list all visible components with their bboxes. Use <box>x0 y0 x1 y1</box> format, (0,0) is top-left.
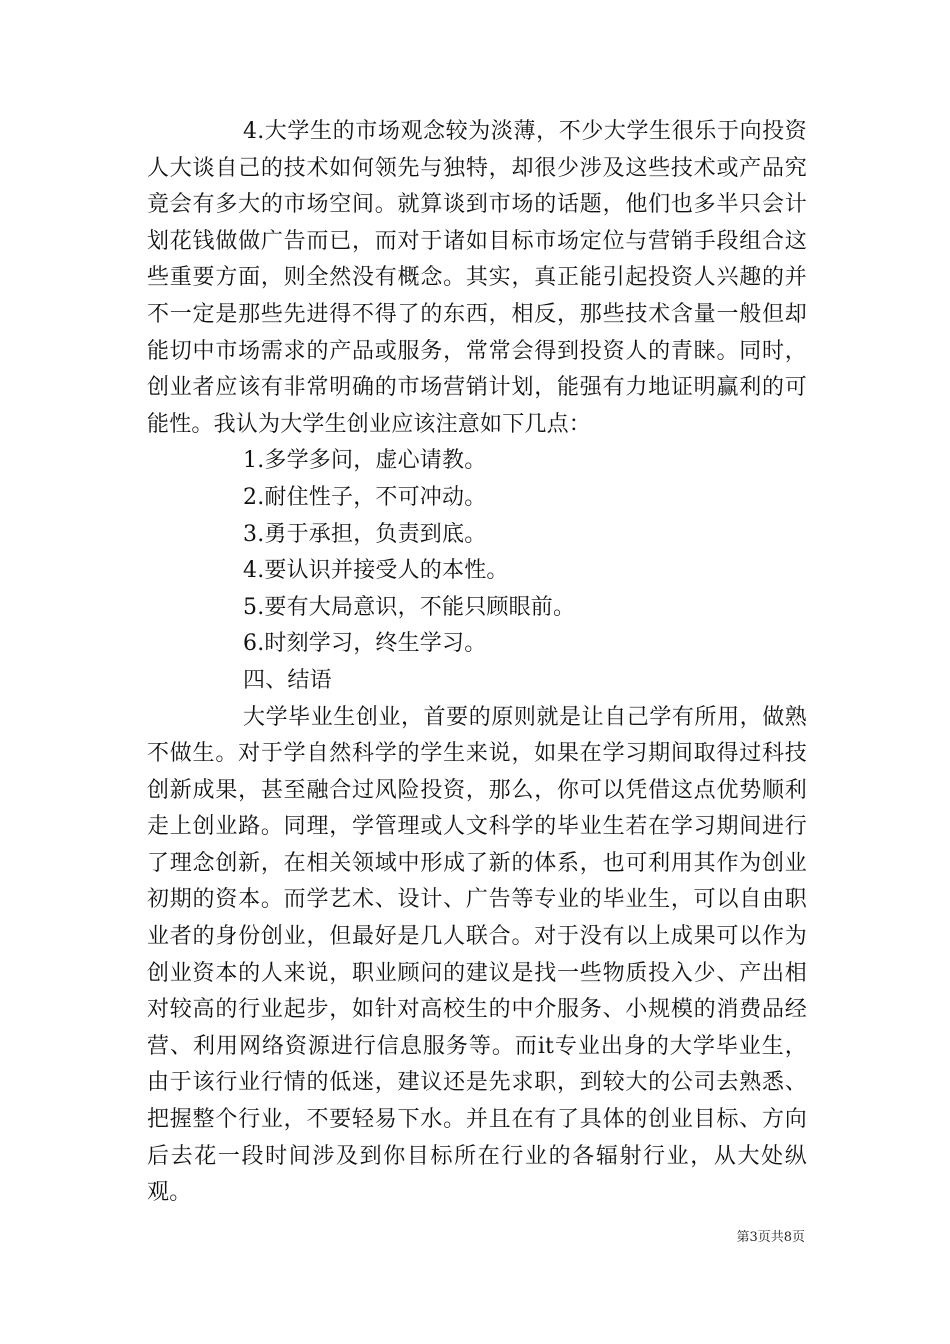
list-item: 3.勇于承担，负责到底。 <box>243 521 487 547</box>
list-item: 1.多学多问，虚心请教。 <box>243 448 487 474</box>
page-number-footer: 第3页共8页 <box>736 1230 805 1245</box>
section-heading: 四、结语 <box>243 667 332 693</box>
list-item: 6.时刻学习，终生学习。 <box>243 631 487 657</box>
paragraph-market-awareness: 4.大学生的市场观念较为淡薄，不少大学生很乐于向投资人大谈自己的技术如何领先与独特，却很少涉及这些技术或产品究竟会有多大的市场空间。就算谈到市场的话题，他们也多半只会计划花钱做做广告而已，而对于诸如目标市场定位与营销手段组合这些重要方面，则全然没有概念。其实，真正能引起投资人兴趣的并不一定是那些先进得不得了的东西，相反，那些技术含量一般但却能切中市场需求的产品或服务，常常会得到投资人的青睐。同时，创业者应该有非常明确的市场营销计划，能强有力地证明赢利的可能性。我认为大学生创业应该注意如下几点： <box>147 119 807 437</box>
list-item: 5.要有大局意识，不能只顾眼前。 <box>243 594 576 620</box>
list-item: 2.耐住性子，不可冲动。 <box>243 484 487 510</box>
document-body <box>147 114 807 1212</box>
paragraph-conclusion: 大学毕业生创业，首要的原则就是让自己学有所用，做熟不做生。对于学自然科学的学生来说，如果在学习期间取得过科技创新成果，甚至融合过风险投资，那么，你可以凭借这点优势顺利走上创业路。同理，学管理或人文科学的毕业生若在学习期间进行了理念创新，在相关领域中形成了新的体系，也可利用其作为创业初期的资本。而学艺术、设计、广告等专业的毕业生，可以自由职业者的身份创业，但最好是几人联合。对于没有以上成果可以作为创业资本的人来说，职业顾问的建议是找一些物质投入少、产出相对较高的行业起步，如针对高校生的中介服务、小规模的消费品经营、利用网络资源进行信息服务等。而it专业出身的大学毕业生，由于该行业行情的低迷，建议还是先求职，到较大的公司去熟悉、把握整个行业，不要轻易下水。并且在有了具体的创业目标、方向后去花一段时间涉及到你目标所在行业的各辐射行业，从大处纵观。 <box>147 704 807 1206</box>
advice-list <box>147 443 807 663</box>
list-item: 4.要认识并接受人的本性。 <box>243 558 509 584</box>
